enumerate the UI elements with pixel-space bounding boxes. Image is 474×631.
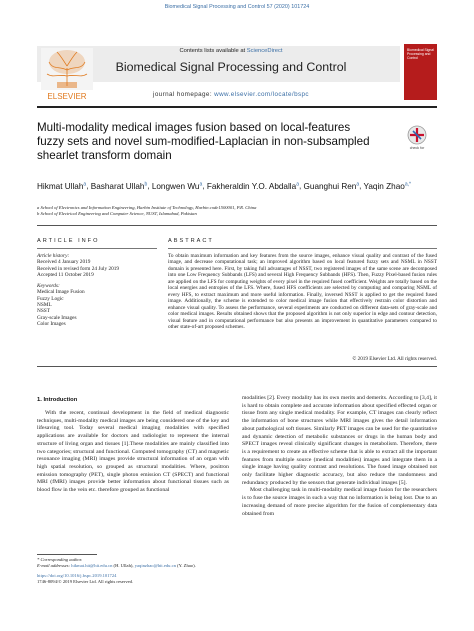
affiliation-a: a School of Electronics and Information Engineering, Harbin Institute of Technology, Harbin code1500001, P.R. China: [37, 205, 257, 210]
author-name: Hikmat Ullah$^a$: [37, 181, 87, 191]
author-affiliation-marker[interactable]: a: [356, 181, 360, 187]
footnote: [37, 557, 237, 569]
author-affiliation-marker[interactable]: a: [83, 181, 87, 187]
received-date: Received 4 January 2019: [37, 259, 91, 266]
footnote-rule: [37, 554, 97, 555]
introduction-heading: 1. Introduction: [37, 397, 78, 403]
intro-paragraph: modalities [2]. Every modality has its own merits and demerits. According to [3,4], it is hard to obtain complete and accurate information about specified effected organ or tissue from any single medical modality. For example, CT images can clearly reflect the information of bone structures while MRI images gives the detail information about pathological soft tissues. Similarly PET images can be used for the quantitative and dynamic detection of metabolic substances or drugs in the human body and SPECT images reveal clinically significant changes in metabolism. Therefore, there is a requirement to create an effective scheme that is able to extract all the important features from multiple source (medical modalities) images and integrate them in a single image having quality contrast and resolutions. The fused image obtained not only facilitate higher diagnostic accuracy, but also reduce the randomness and redundancy produced by the sensors that generate individual images [5].: [242, 395, 437, 486]
revised-date: Received in revised form 24 July 2019: [37, 265, 120, 272]
elsevier-logo: [37, 46, 97, 104]
homepage-prefix: journal homepage:: [153, 91, 215, 98]
keyword-item: Medical Image Fusion: [37, 289, 85, 296]
email-link-1[interactable]: hikmat.hit@hit.edu.cn: [71, 563, 113, 568]
author-name: Fakheraldin Y.O. Abdalla$^a$: [206, 181, 299, 191]
author-name: Guanghui Ren$^a$: [303, 181, 360, 191]
doi-block: [37, 573, 237, 585]
email-prefix: E-mail addresses:: [37, 563, 72, 568]
header-divider: [37, 106, 437, 108]
affiliations: [37, 205, 437, 218]
journal-cover-thumbnail[interactable]: [404, 44, 437, 100]
journal-title: Biomedical Signal Processing and Control: [115, 60, 347, 74]
affiliation-b: b School of Electrical Engineering and Computer Science, NUST, Islamabad, Pakistan: [37, 211, 197, 217]
author-affiliation-marker[interactable]: b: [144, 181, 148, 187]
contents-prefix: Contents lists available at: [179, 48, 247, 54]
crossmark-icon[interactable]: [400, 124, 434, 152]
accepted-date: Accepted 11 October 2019: [37, 271, 94, 278]
keyword-item: Fuzzy Logic: [37, 295, 64, 302]
corresponding-author-note: * Corresponding author.: [37, 557, 83, 562]
email-name-1: (H. Ullah),: [112, 563, 135, 568]
author-affiliation-marker[interactable]: a: [199, 181, 203, 187]
abstract-body: To obtain maximum information and key features from the source images, enhance visual quality and contrast of the fused image, and decrease computational task; an improved algorithm based on local featured fuzzy sets and NSML in NSST domain is presented here. First, by taking full advantages of NSST, two registered images of the same scene are decomposed into one Low Frequency Subbands (LFS) and several High Frequency Subbands (HFS). Then, Fuzzy Pixel-based fusion rules are applied on the LFS for computing weights of every pixel in the required fused coefficient. Weights are totally based on the local energies and entropies of the LFS. Where, fused HFS coefficients are selected by computing and comparing NSML of every HFS, to extract maximum and more useful information. Finally, inversed NSST is applied to get the required fused image. Additionally, the scheme is extended to color medical image fusion that effectively restrain color distortion and enhance visual quality. To assess the performance, several experiments are conducted on different data-sets of gray-scale and color medical images. Results obtained shows that the proposed algorithm is not only superior in edge and contour detection, visual feature and in computational performance but also presents an improvement in quantitative parameters compared to other state-of-art proposed schemes.: [168, 253, 437, 330]
abstract-rule: [168, 248, 437, 249]
intro-left-column: With the recent, continual development in the field of medical diagnostic techniques, multi-modality medical images are being considered one of the key and lifesaving tool. Today several medical imaging modalities with specified applications are available for doctors and radiologist to represent the internal structure of living organ and tissues [1].These modalities are mainly classified into two categories; structural and functional. Computed tomography (CT) and magnetic resonance imaging (MRI) images provide structural information of an organ with high spatial resolution, so grouped as structural modalities. Where, positron emission tomography (PET), single photon emission CT (SPECT) and functional MRI (fMRI) images provide better information about functional tissues such as blood flow in the vein etc. therefore grouped as functional: [37, 410, 229, 494]
article-info-rule: [37, 248, 157, 249]
intro-right-column: [242, 395, 437, 518]
email-link-2[interactable]: yaqinzhao@hit.edu.cn: [134, 563, 176, 568]
sciencedirect-link[interactable]: ScienceDirect: [246, 48, 283, 54]
contents-line: [100, 48, 362, 54]
intro-paragraph: Most challenging task in multi-modality medical image fusion for the researchers is to fuse the source images in such a way that no information is being lost. Due to an increasing demand of more precise algorithm for the fusion of complementary data obtained from: [242, 487, 437, 517]
journal-citation-link[interactable]: Biomedical Signal Processing and Control 57 (2020) 101724: [164, 4, 310, 10]
keywords-label: Keywords:: [37, 283, 60, 290]
author-name: Longwen Wu$^a$: [151, 181, 203, 191]
cover-title: Biomedical Signal Processing and Control: [407, 48, 434, 60]
doi-link[interactable]: https://doi.org/10.1016/j.bspc.2019.101724: [37, 573, 117, 578]
keyword-item: Color Images: [37, 320, 66, 327]
email-name-2: (Y. Zhao).: [175, 563, 196, 568]
journal-homepage: [100, 91, 362, 98]
history-label: Article history:: [37, 253, 70, 259]
keyword-item: NSML: [37, 302, 52, 309]
svg-text:check for: check for: [409, 146, 425, 150]
homepage-url-link[interactable]: www.elsevier.com/locate/bspc: [214, 91, 309, 98]
abstract-heading: ABSTRACT: [168, 238, 214, 244]
keyword-item: NSST: [37, 308, 50, 315]
article-info-heading: ARTICLE INFO: [37, 238, 100, 244]
abstract-bottom-rule: [37, 366, 437, 367]
email-line: [37, 563, 237, 569]
affiliation-divider: [37, 225, 437, 226]
author-list: Hikmat Ullah$^a$, Basharat Ullah$^b$, Longwen Wu$^a$, Fakheraldin Y.O. Abdalla$^a$, Guanghui Ren$^a$, Yaqin Zhao$^{a,*}$: [37, 181, 411, 191]
article-title: Multi-modality medical images fusion based on local-features fuzzy sets and novel sum-modified-Laplacian in non-subsampled shearlet transform domain: [37, 121, 370, 163]
keyword-item: Gray-scale Images: [37, 314, 77, 321]
author-affiliation-marker[interactable]: a: [296, 181, 299, 187]
author-name: Yaqin Zhao$^{a,*}$: [363, 181, 411, 191]
article-info-block: [37, 253, 157, 327]
abstract-copyright: © 2019 Elsevier Ltd. All rights reserved.: [352, 356, 437, 362]
author-name: Basharat Ullah$^b$: [90, 181, 148, 191]
elsevier-wordmark: ELSEVIER: [47, 92, 87, 101]
issn-line: 1746-8094/© 2019 Elsevier Ltd. All rights reserved.: [37, 579, 134, 584]
author-affiliation-marker[interactable]: a,*: [404, 181, 411, 187]
